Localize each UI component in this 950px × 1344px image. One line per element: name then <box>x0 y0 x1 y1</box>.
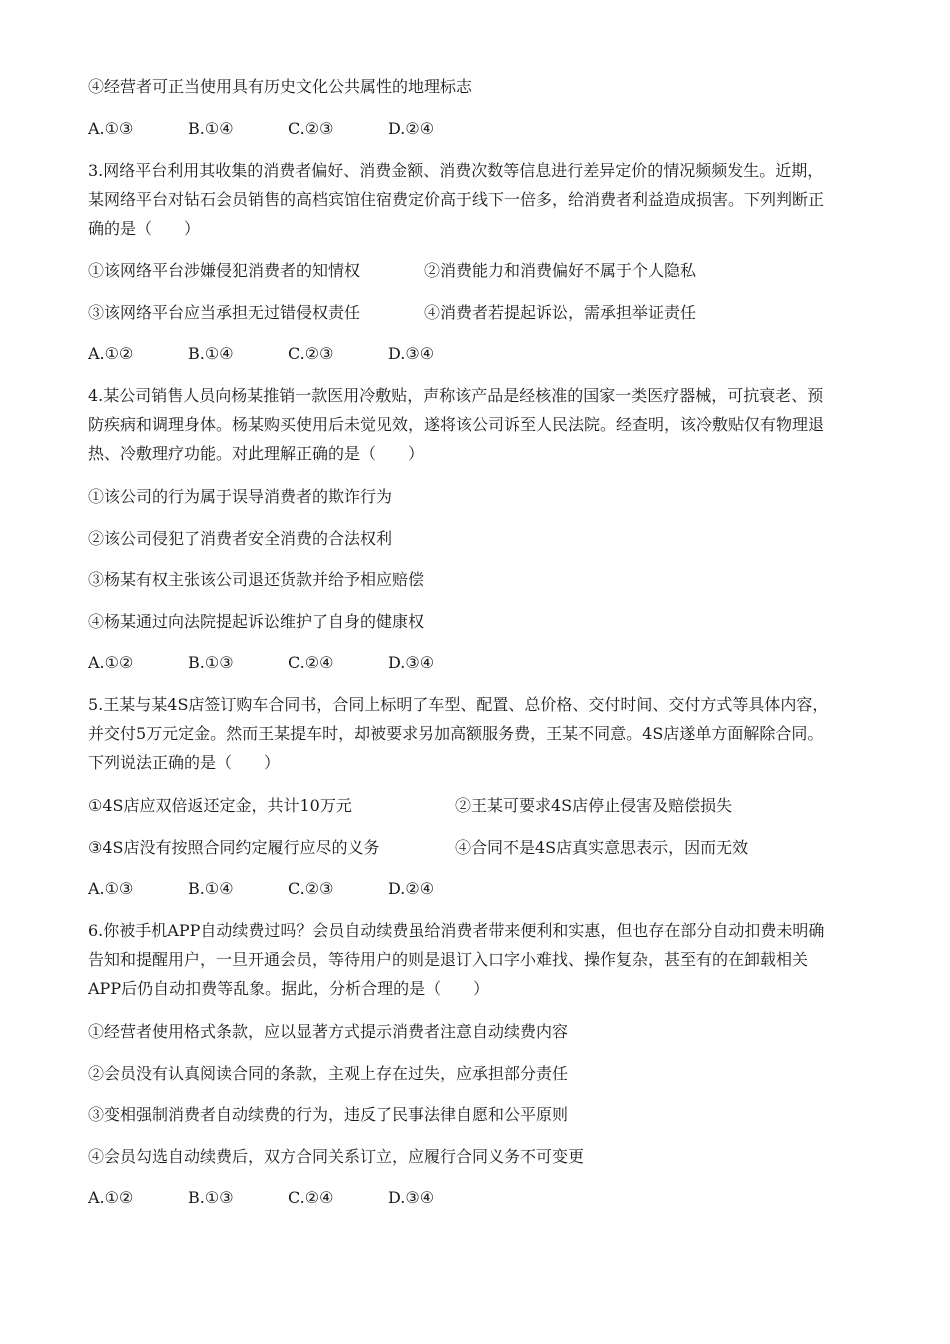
q5-option-4: ④合同不是4S店真实意思表示，因而无效 <box>455 838 749 857</box>
q3-answer-d: D.③④ <box>388 344 435 363</box>
q5-answer-c: C.②③ <box>288 879 334 898</box>
q6-option-3: ③变相强制消费者自动续费的行为，违反了民事法律自愿和公平原则 <box>88 1105 569 1124</box>
q6-option-2: ②会员没有认真阅读合同的条款，主观上存在过失，应承担部分责任 <box>88 1064 569 1083</box>
q4-option-3: ③杨某有权主张该公司退还货款并给予相应赔偿 <box>88 570 425 589</box>
q2-answer-d: D.②④ <box>388 119 435 138</box>
q4-answer-d: D.③④ <box>388 653 435 672</box>
q5-answer-a: A.①③ <box>88 879 134 898</box>
q4-answer-c: C.②④ <box>288 653 334 672</box>
q2-answer-a: A.①③ <box>88 119 134 138</box>
q5-answer-d: D.②④ <box>388 879 435 898</box>
q3-stem-line-2: 某网络平台对钻石会员销售的高档宾馆住宿费定价高于线下一倍多，给消费者利益造成损害。下列判断正 <box>88 190 825 209</box>
q6-option-4: ④会员勾选自动续费后，双方合同关系订立，应履行合同义务不可变更 <box>88 1147 585 1166</box>
q6-answer-b: B.①③ <box>188 1188 234 1207</box>
q5-stem-line-3: 下列说法正确的是（ ） <box>88 753 281 772</box>
q5-option-3: ③4S店没有按照合同约定履行应尽的义务 <box>88 838 380 857</box>
q6-answer-d: D.③④ <box>388 1188 435 1207</box>
q6-stem-line-1: 6.你被手机APP自动续费过吗？会员自动续费虽给消费者带来便利和实惠，但也存在部分自动扣费未明确 <box>88 921 825 940</box>
q4-option-2: ②该公司侵犯了消费者安全消费的合法权利 <box>88 529 393 548</box>
q3-option-4: ④消费者若提起诉讼，需承担举证责任 <box>424 303 697 322</box>
q4-option-1: ①该公司的行为属于误导消费者的欺诈行为 <box>88 487 393 506</box>
q6-option-1: ①经营者使用格式条款，应以显著方式提示消费者注意自动续费内容 <box>88 1022 569 1041</box>
q3-stem-line-1: 3.网络平台利用其收集的消费者偏好、消费金额、消费次数等信息进行差异定价的情况频频发生。近期， <box>88 161 824 180</box>
q4-stem-line-3: 热、冷敷理疗功能。对此理解正确的是（ ） <box>88 444 425 463</box>
q4-option-4: ④杨某通过向法院提起诉讼维护了自身的健康权 <box>88 612 425 631</box>
q3-option-1: ①该网络平台涉嫌侵犯消费者的知情权 <box>88 261 361 280</box>
q4-stem-line-2: 防疾病和调理身体。杨某购买使用后未觉见效，遂将该公司诉至人民法院。经查明，该冷敷贴仅有物理退 <box>88 415 825 434</box>
q5-answer-b: B.①④ <box>188 879 234 898</box>
q5-option-2: ②王某可要求4S店停止侵害及赔偿损失 <box>455 796 733 815</box>
q2-answer-c: C.②③ <box>288 119 334 138</box>
q5-option-1: ①4S店应双倍返还定金，共计10万元 <box>88 796 352 815</box>
q3-stem-line-3: 确的是（ ） <box>88 219 201 238</box>
q4-stem-line-1: 4.某公司销售人员向杨某推销一款医用冷敷贴，声称该产品是经核准的国家一类医疗器械，可抗衰老、预 <box>88 386 824 405</box>
q2-option-4: ④经营者可正当使用具有历史文化公共属性的地理标志 <box>88 77 473 96</box>
q6-stem-line-3: APP后仍自动扣费等乱象。据此，分析合理的是（ ） <box>88 979 490 998</box>
q6-answer-a: A.①② <box>88 1188 134 1207</box>
q3-answer-c: C.②③ <box>288 344 334 363</box>
q3-option-3: ③该网络平台应当承担无过错侵权责任 <box>88 303 361 322</box>
q5-stem-line-2: 并交付5万元定金。然而王某提车时，却被要求另加高额服务费，王某不同意。4S店遂单方面解除合同。 <box>88 724 824 743</box>
q3-answer-a: A.①② <box>88 344 134 363</box>
q3-answer-b: B.①④ <box>188 344 234 363</box>
q6-stem-line-2: 告知和提醒用户，一旦开通会员，等待用户的则是退订入口字小难找、操作复杂，甚至有的在卸载相关 <box>88 950 809 969</box>
q4-answer-b: B.①③ <box>188 653 234 672</box>
q3-option-2: ②消费能力和消费偏好不属于个人隐私 <box>424 261 697 280</box>
q2-answer-b: B.①④ <box>188 119 234 138</box>
q5-stem-line-1: 5.王某与某4S店签订购车合同书，合同上标明了车型、配置、总价格、交付时间、交付方式等具体内容， <box>88 695 829 714</box>
q4-answer-a: A.①② <box>88 653 134 672</box>
q6-answer-c: C.②④ <box>288 1188 334 1207</box>
